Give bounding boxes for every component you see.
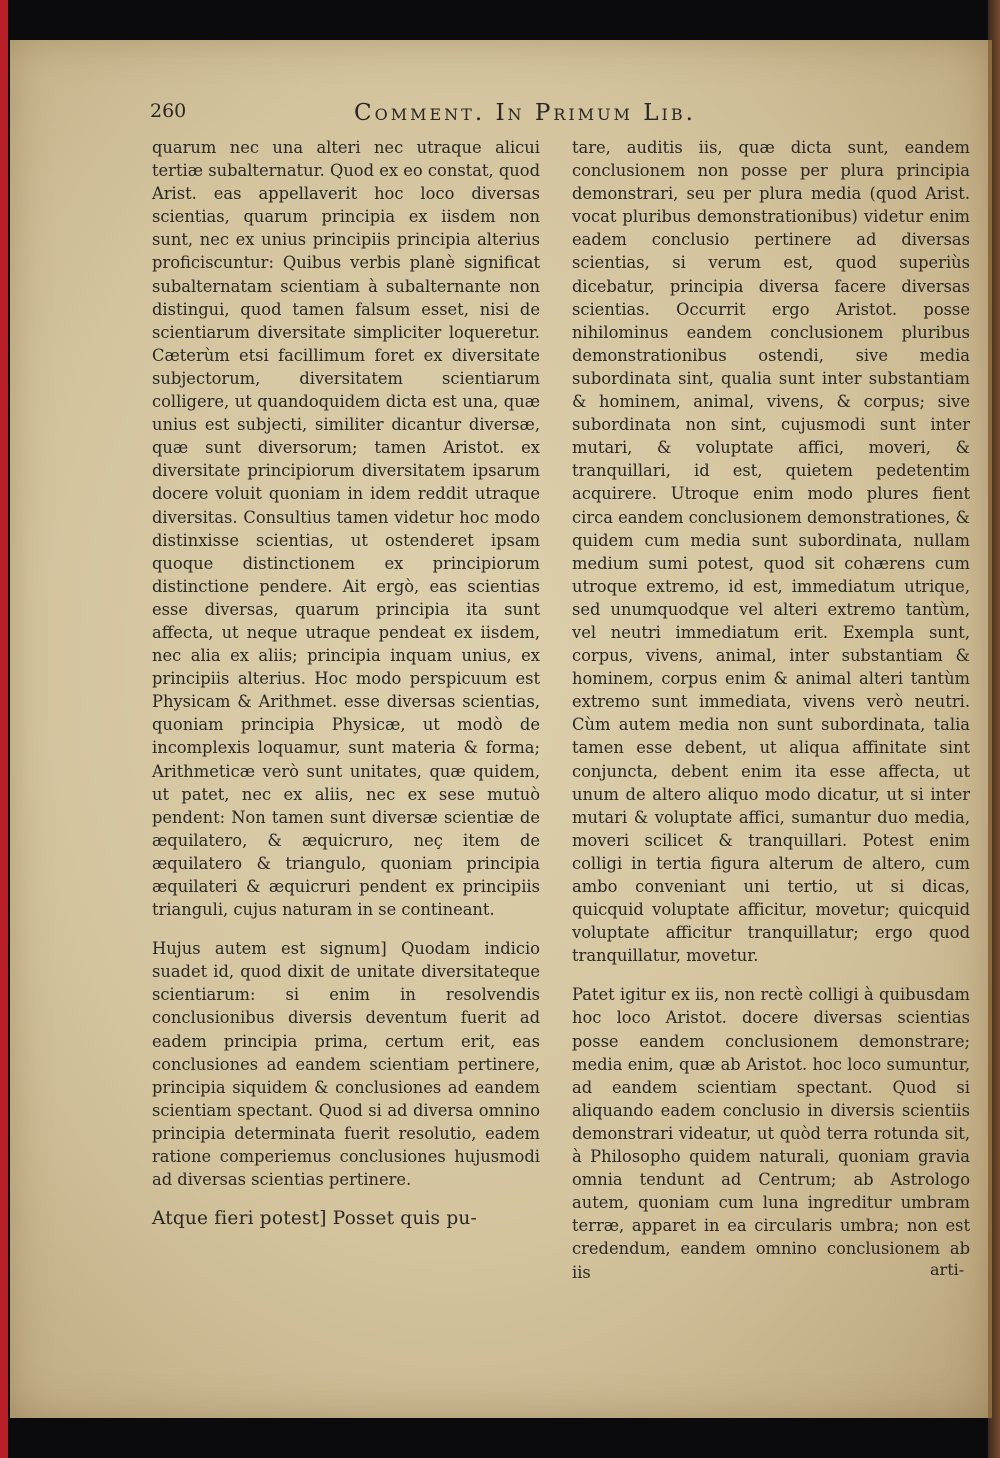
right-paragraph-2: Patet igitur ex iis, non rectè colligi à quibusdam hoc loco Aristot. docere diversas scientias posse eandem conclusionem demonstrare; media enim, quæ ab Aristot. hoc loco sumuntur, ad eandem scientiam spectant. Quod si aliquando eadem conclusio in diversis scientiis demonstrari videatur, ut quòd terra rotunda sit, à Philosopho quidem naturali, quoniam gravia omnia tendunt ad Centrum; ab Astrologo autem, quoniam cum luna ingreditur umbram terræ, apparet in ea circularis umbra; non est credendum, eandem omnino conclusionem ab iis — [572, 985, 970, 1282]
catchword: arti- — [930, 1260, 965, 1279]
book-edge-left — [0, 0, 8, 1458]
left-paragraph-1: quarum nec una alteri nec utraque alicui tertiæ subalternatur. Quod ex eo constat, quod Arist. eas appellaverit hoc loco diversas scientias, quarum principia ex iisdem non sunt, nec ex unius principiis principia alterius proficiscuntur: Quibus verbis planè significat subalternatam scientiam à subalternante non distingui, quod tamen falsum esset, nisi de scientiarum diversitate simpliciter loqueretur. Cæterùm etsi facillimum foret ex diversitate subjectorum, diversitatem scientiarum colligere, ut quandoquidem dicta est una, quæ unius est subjecti, similiter dicantur diversæ, quæ sunt diversorum; tamen Aristot. ex diversitate principiorum diversitatem ipsarum docere voluit quoniam in idem reddit utraque diversitas. Consultius tamen videtur hoc modo distinxisse scientias, ut ostenderet ipsam quoque distinctionem ex principiorum distinctione pendere. Ait ergò, eas scientias esse diversas, quarum principia ita sunt affecta, ut neque utraque pendeat ex iisdem, nec alia ex aliis; principia inquam unius, ex principiis alterius. Hoc modo perspicuum est Physicam & Arithmet. esse diversas scientias, quoniam principia Physicæ, ut modò de incomplexis loquamur, sunt materia & forma; Arithmeticæ verò sunt unitates, quæ quidem, ut patet, nec ex aliis, nec ex sese mutuò pendent: Non tamen sunt diversæ scientiæ de æquilatero, & æquicruro, neç item de æquilatero & triangulo, quoniam principia æquilateri & æquicruri pendent ex principiis trianguli, cujus naturam in se contineant. — [152, 138, 540, 920]
page-number: 260 — [150, 100, 187, 122]
book-page — [10, 40, 992, 1418]
left-paragraph-2: Hujus autem est signum] Quodam indicio suadet id, quod dixit de unitate diversitateque scientiarum: si enim in resolvendis conclusionibus diversis deventum fuerit ad eadem principia prima, certum erit, eas conclusiones ad eandem scientiam pertinere, principia siquidem & conclusiones ad eandem scientiam spectant. Quod si ad diversa omnino principia determinata fuerit resolutio, eadem ratione comperiemus conclusiones hujusmodi ad diversas scientias pertinere. — [152, 939, 540, 1190]
page-header — [150, 100, 950, 136]
right-paragraph-1: tare, auditis iis, quæ dicta sunt, eandem conclusionem non posse per plura principia demonstrari, seu per plura media (quod Arist. vocat pluribus demonstrationibus) videtur enim eadem conclusio pertinere ad diversas scientias, si verum est, quod superiùs dicebatur, principia diversa facere diversas scientias. Occurrit ergo Aristot. posse nihilominus eandem conclusionem pluribus demonstrationibus ostendi, sive media subordinata sint, qualia sunt inter substantiam & hominem, animal, vivens, & corpus; sive subordinata non sint, cujusmodi sunt inter mutari, & voluptate affici, moveri, & tranquillari, id est, quietem pedetentim acquirere. Utroque enim modo plures fient circa eandem conclusionem demonstrationes, & quidem cum media sunt subordinata, nullam medium sumi potest, quod sit cohærens cum utroque extremo, id est, immediatum utrique, sed unumquodque vel alteri extremo tantùm, vel neutri immediatum erit. Exempla sunt, corpus, vivens, animal, inter substantiam & hominem, corpus enim & animal alteri tantùm extremo sunt immediata, vivens verò neutri. Cùm autem media non sunt subordinata, talia tamen esse debent, ut aliqua affinitate sint conjuncta, debent enim ita esse affecta, ut unum de altero aliquo modo dicatur, ut si inter mutari & voluptate affici, sumantur duo media, moveri scilicet & tranquillari. Potest enim colligi in tertia figura alterum de altero, cum ambo conveniant uni tertio, ut si dicas, quicquid voluptate afficitur, movetur; quicquid voluptate afficitur tranquillatur; ergo quod tranquillatur, movetur. — [572, 138, 970, 966]
left-paragraph-3: Atque fieri potest] Posset quis pu- — [152, 1208, 477, 1230]
right-column — [572, 136, 970, 1284]
running-head: Comment. In Primum Lib. — [354, 100, 696, 126]
left-column — [152, 136, 540, 1230]
